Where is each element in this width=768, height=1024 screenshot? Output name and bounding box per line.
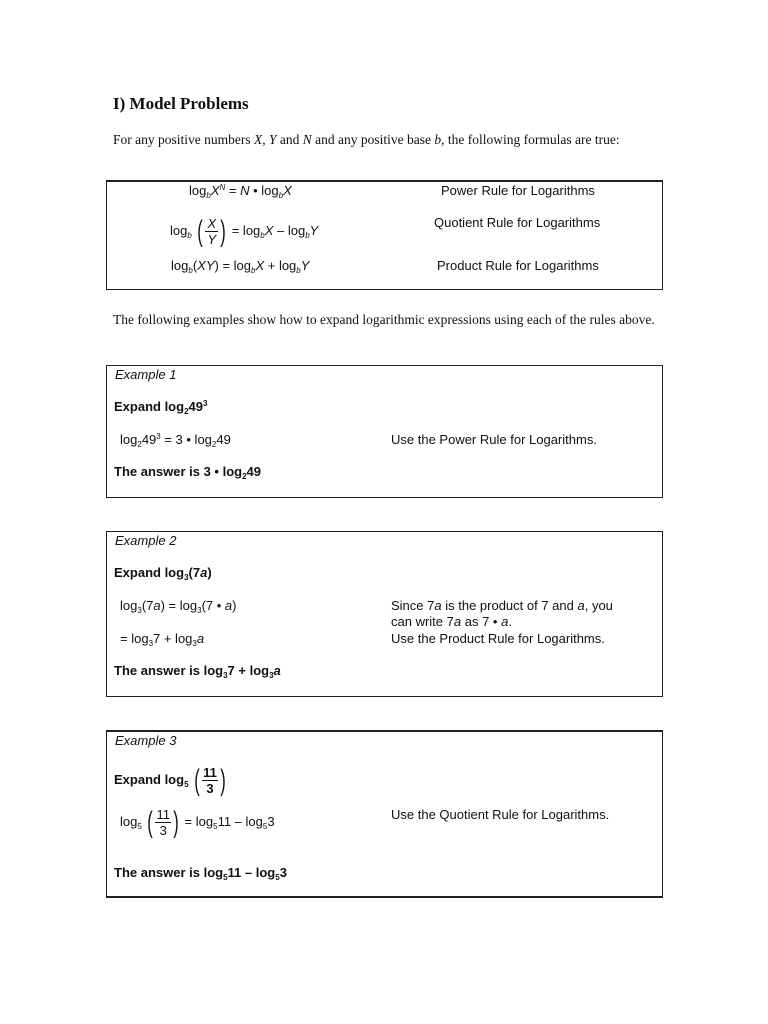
example-2-title: Example 2 [115, 533, 177, 548]
product-rule-formula: $\log_b(XY) = \log_bX + \log_bY$ [171, 258, 310, 275]
example-2-answer: The answer is $\log_37 + \log_3a$ [114, 663, 281, 680]
example-1-answer: The answer is 3 • $\log_249$ [114, 464, 262, 481]
example-3-title: Example 3 [115, 733, 177, 748]
example-2-step-2: = $\log_37 + \log_3a$ [120, 631, 205, 648]
example-2-step-2-desc: Use the Product Rule for Logarithms. [391, 631, 605, 646]
rules-box [106, 180, 663, 290]
quotient-rule-formula: $\log_b$ ( X Y ) = $\log_bX - \log_bY$ [170, 214, 319, 248]
example-2-box [106, 531, 663, 697]
examples-intro: The following examples show how to expand logarithmic expressions using each of the rules above. [113, 312, 655, 327]
example-2-step-1: $\log_3(7a) = \log_3(7$ • a) [120, 598, 237, 615]
example-2-step-1-desc: Since 7a is the product of 7 and a, you can write 7a as 7 • a. [391, 598, 613, 629]
example-1-box [106, 365, 663, 498]
quotient-rule-label: Quotient Rule for Logarithms [434, 215, 601, 230]
example-3-problem: Expand $\log_5$ ( 11 3 ) [114, 763, 226, 797]
product-rule-label: Product Rule for Logarithms [437, 258, 599, 273]
example-3-box [106, 730, 663, 898]
intro-paragraph: For any positive numbers X, Y and N and any positive base b, the following formulas are true: [113, 132, 620, 147]
power-rule-label: Power Rule for Logarithms [441, 183, 595, 198]
example-1-problem: Expand $\log_249^3$ [114, 399, 208, 416]
example-1-step-desc: Use the Power Rule for Logarithms. [391, 432, 597, 447]
example-1-title: Example 1 [115, 367, 177, 382]
example-3-answer: The answer is $\log_511 - \log_53$ [114, 865, 287, 882]
example-3-step: $\log_5$ ( 11 3 ) = $\log_511 - \log_53$ [120, 805, 275, 839]
example-3-step-desc: Use the Quotient Rule for Logarithms. [391, 807, 610, 822]
power-rule-formula: $\log_bX^N = N$ • $\log_bX$ [189, 183, 292, 200]
page-title: I) Model Problems [113, 94, 249, 113]
example-1-step: $\log_249^3 = 3$ • $\log_249$ [120, 432, 231, 449]
example-2-problem: Expand $\log_3(7a)$ [114, 565, 212, 582]
